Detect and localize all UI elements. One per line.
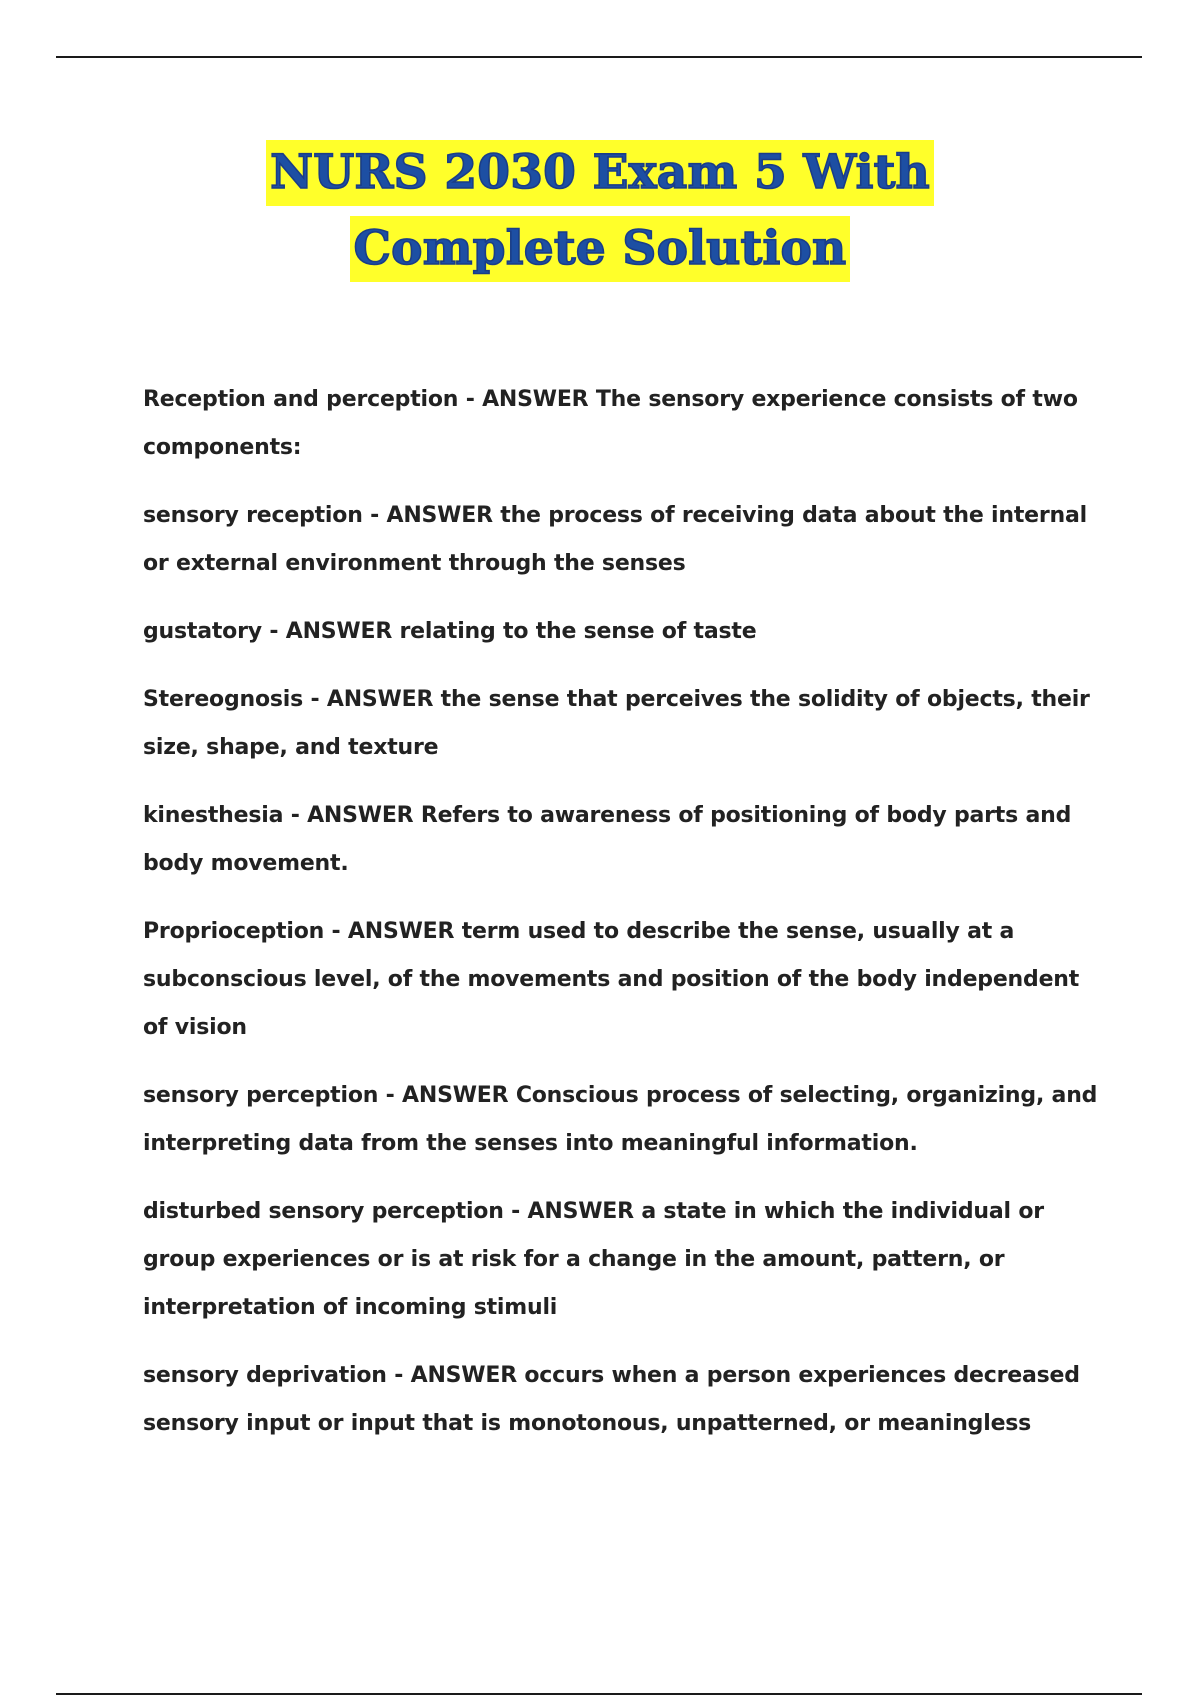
document-title bbox=[0, 140, 1200, 292]
title-line-1: NURS 2030 Exam 5 With bbox=[266, 140, 934, 206]
qa-entry-gustatory: gustatory - ANSWER relating to the sense of taste bbox=[143, 619, 757, 644]
qa-entry-sensory-deprivation: sensory deprivation - ANSWER occurs when a person experiences decreased sensory input or input that is monotonous, unpatterned, or meaningless bbox=[143, 1363, 1080, 1436]
bottom-divider bbox=[56, 1693, 1142, 1695]
qa-entry-sensory-perception: sensory perception - ANSWER Conscious process of selecting, organizing, and interpreting data from the senses into meaningful information. bbox=[143, 1083, 1098, 1156]
qa-entry-proprioception: Proprioception - ANSWER term used to describe the sense, usually at a subconscious level, of the movements and position of the body independent of vision bbox=[143, 919, 1080, 1040]
qa-list bbox=[143, 376, 1098, 1468]
qa-entry-stereognosis: Stereognosis - ANSWER the sense that perceives the solidity of objects, their size, shape, and texture bbox=[143, 687, 1090, 760]
title-line-2: Complete Solution bbox=[350, 216, 851, 282]
qa-entry-disturbed-sensory-perception: disturbed sensory perception - ANSWER a state in which the individual or group experiences or is at risk for a change in the amount, pattern, or interpretation of incoming stimuli bbox=[143, 1199, 1044, 1320]
top-divider bbox=[56, 56, 1142, 58]
qa-entry-kinesthesia: kinesthesia - ANSWER Refers to awareness of positioning of body parts and body movement. bbox=[143, 803, 1072, 876]
qa-entry-reception-and-perception: Reception and perception - ANSWER The sensory experience consists of two components: bbox=[143, 387, 1078, 460]
qa-entry-sensory-reception: sensory reception - ANSWER the process of receiving data about the internal or external environment through the senses bbox=[143, 503, 1087, 576]
